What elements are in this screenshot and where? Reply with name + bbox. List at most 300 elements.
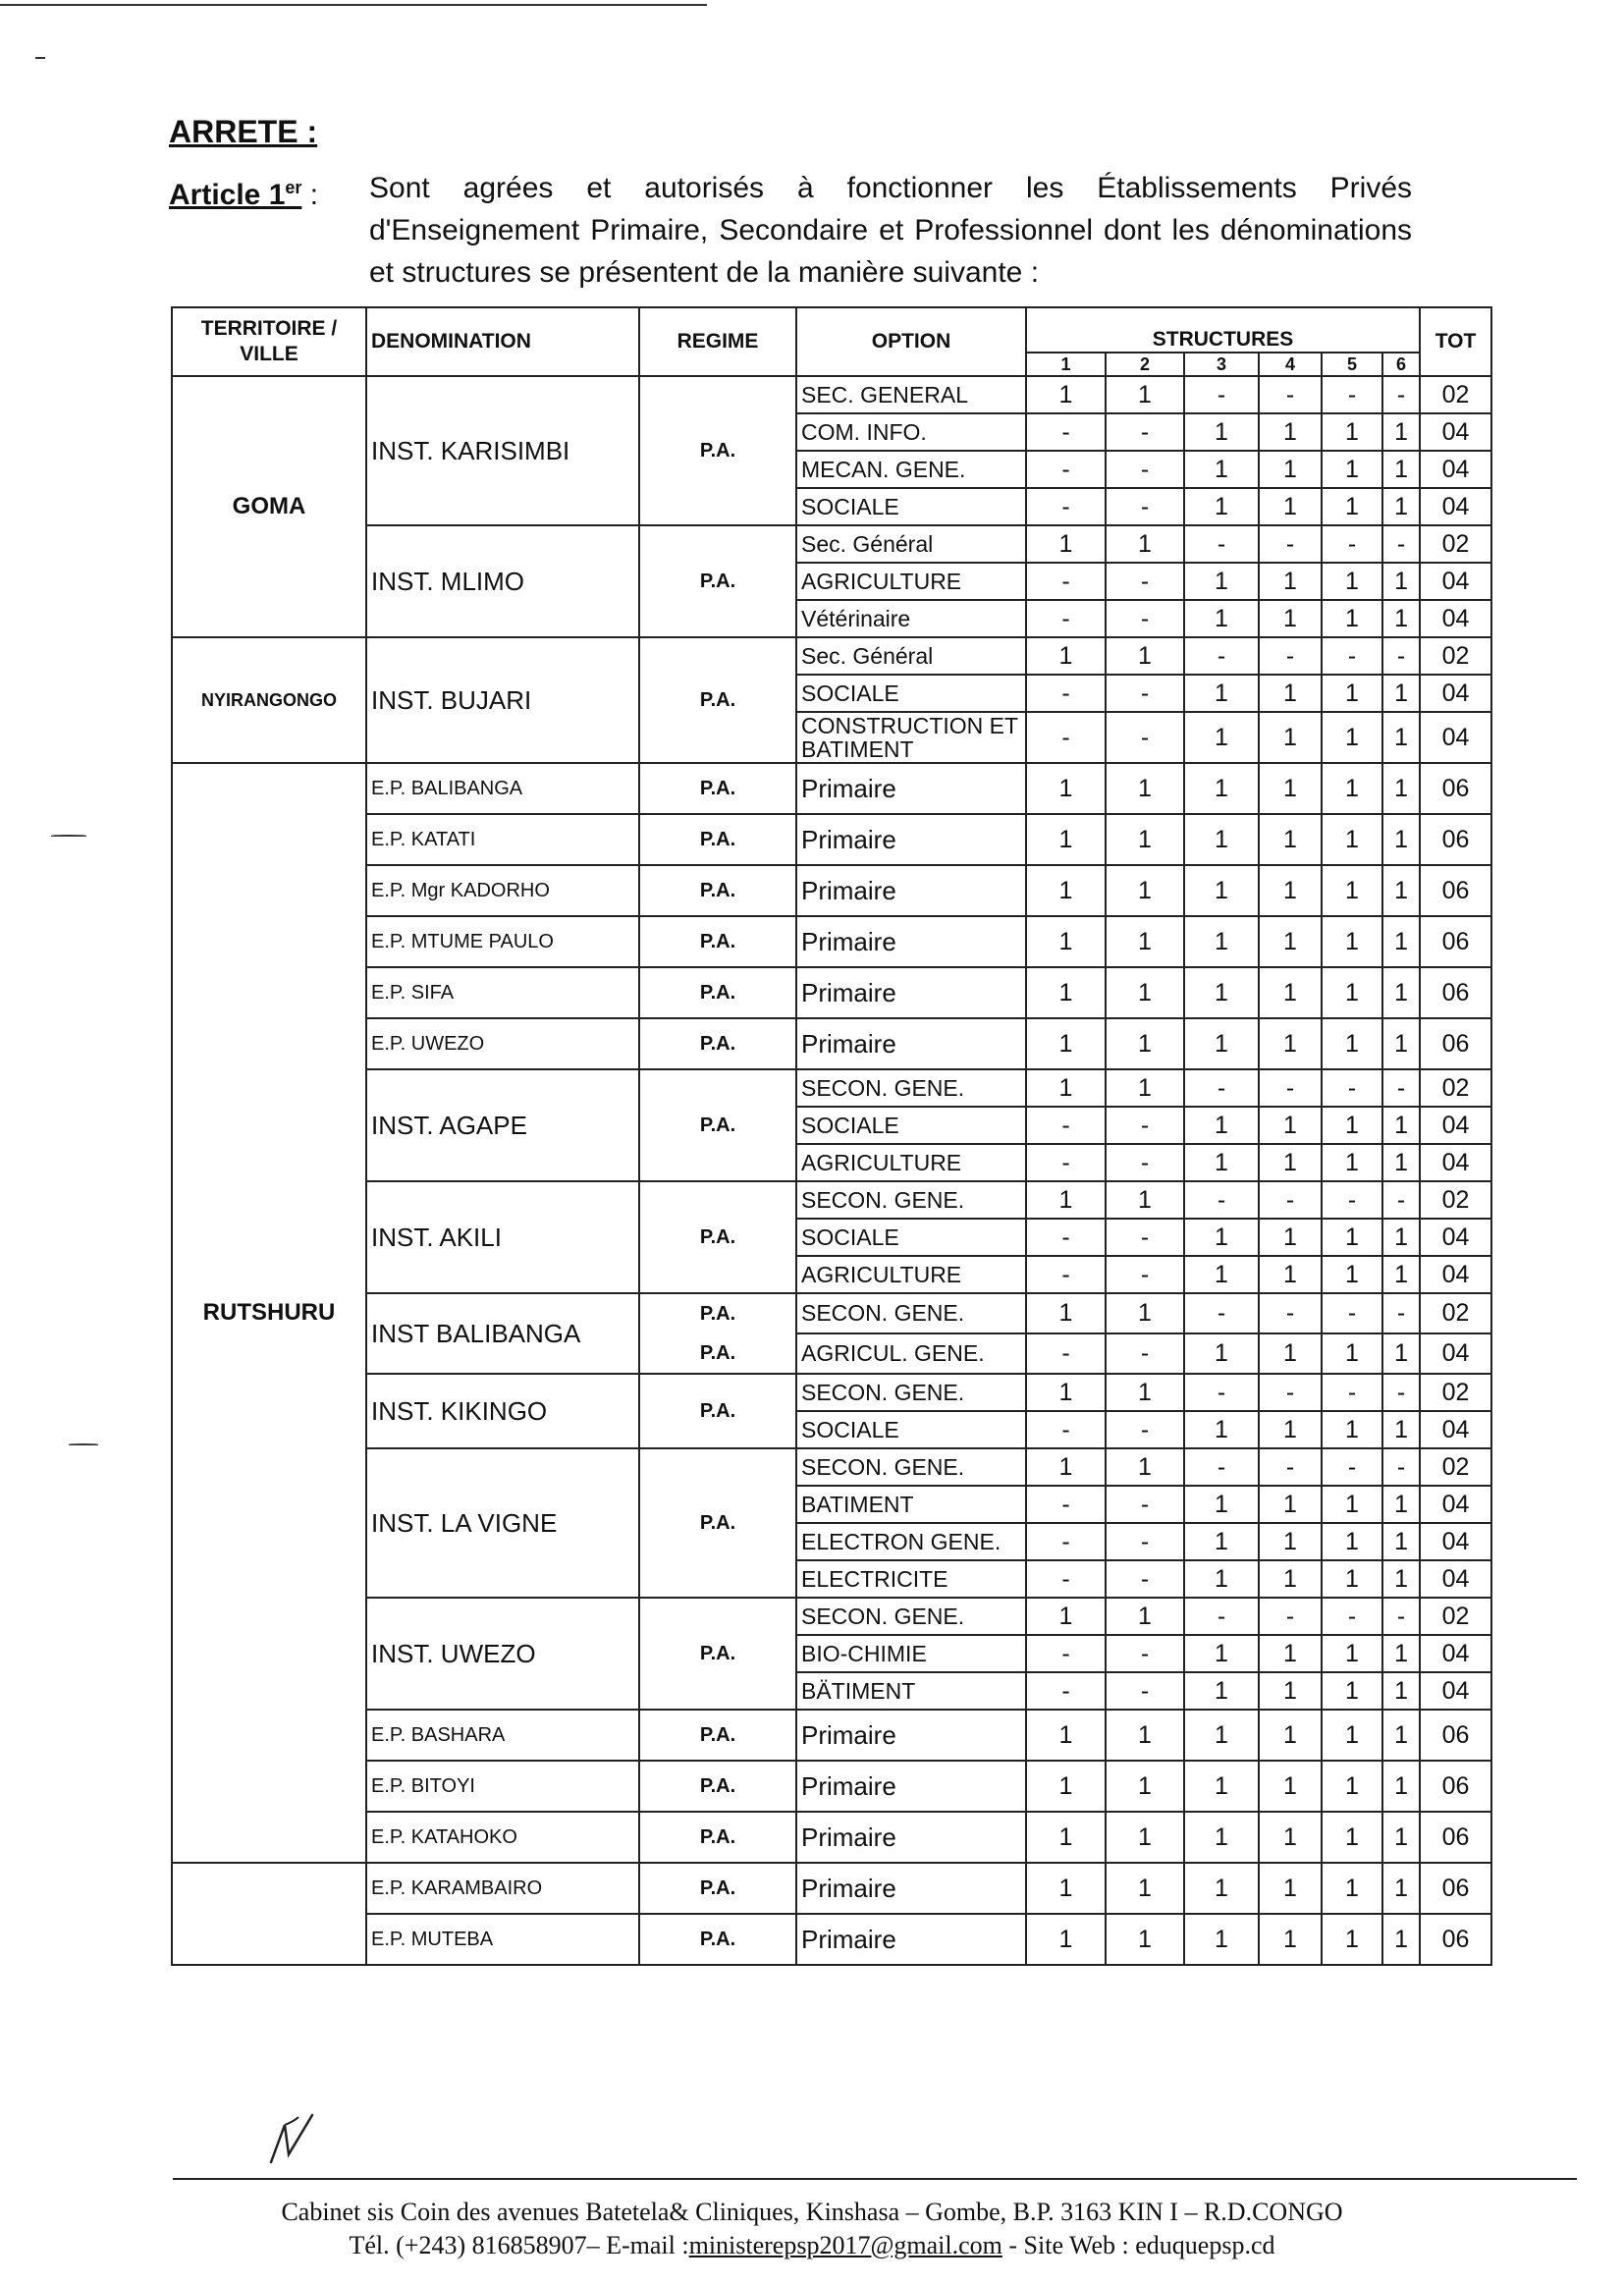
structure-6-cell: 1 [1382, 1018, 1420, 1069]
total-cell: 04 [1420, 1486, 1491, 1523]
total-cell: 04 [1420, 451, 1491, 488]
structure-6-cell: 1 [1382, 413, 1420, 451]
regime-cell: P.A. [639, 814, 796, 865]
structure-6-cell: 1 [1382, 451, 1420, 488]
structure-3-cell: 1 [1184, 814, 1259, 865]
structure-6-cell: 1 [1382, 675, 1420, 712]
option-cell: AGRICULTURE [796, 1144, 1026, 1181]
structure-2-cell: 1 [1106, 1863, 1184, 1914]
table-row [172, 1069, 1491, 1107]
structure-4-cell: - [1259, 1598, 1322, 1635]
option-cell: Primaire [796, 1761, 1026, 1812]
regime-cell: P.A. [639, 1710, 796, 1761]
option-cell: SOCIALE [796, 1107, 1026, 1144]
scan-mark [51, 835, 86, 837]
option-cell: SOCIALE [796, 675, 1026, 712]
structure-4-cell: - [1259, 1069, 1322, 1107]
table-row [172, 376, 1491, 413]
total-cell: 02 [1420, 376, 1491, 413]
structure-2-cell: 1 [1106, 637, 1184, 675]
structure-4-cell: - [1259, 637, 1322, 675]
structure-3-cell: 1 [1184, 865, 1259, 916]
structure-2-cell: - [1106, 1560, 1184, 1598]
structure-4-cell: 1 [1259, 1863, 1322, 1914]
denomination-cell: INST. LA VIGNE [366, 1448, 639, 1598]
option-cell: BIO-CHIMIE [796, 1635, 1026, 1672]
structure-4-cell: 1 [1259, 1107, 1322, 1144]
total-cell: 04 [1420, 712, 1491, 763]
header-structure-6: 6 [1382, 353, 1420, 376]
structure-5-cell: 1 [1322, 1914, 1382, 1965]
structure-4-cell: - [1259, 1374, 1322, 1411]
total-cell: 06 [1420, 865, 1491, 916]
structure-5-cell: 1 [1322, 712, 1382, 763]
structure-6-cell: 1 [1382, 865, 1420, 916]
structure-6-cell: 1 [1382, 1560, 1420, 1598]
denomination-cell: E.P. BALIBANGA [366, 763, 639, 814]
total-cell: 02 [1420, 1181, 1491, 1219]
structure-1-cell: - [1026, 488, 1106, 525]
total-cell: 06 [1420, 916, 1491, 967]
table-row [172, 763, 1491, 814]
footer-tel: Tél. (+243) 816858907– E-mail : [349, 2231, 689, 2259]
structure-6-cell: 1 [1382, 763, 1420, 814]
regime-cell: P.A. [639, 525, 796, 637]
structure-4-cell: 1 [1259, 1761, 1322, 1812]
structure-5-cell: 1 [1322, 451, 1382, 488]
total-cell: 02 [1420, 1598, 1491, 1635]
header-structure-4: 4 [1259, 353, 1322, 376]
total-cell: 04 [1420, 1107, 1491, 1144]
option-cell: Primaire [796, 865, 1026, 916]
table-row [172, 1598, 1491, 1635]
regime-cell: P.A. [639, 1914, 796, 1965]
structure-5-cell: - [1322, 1374, 1382, 1411]
structure-5-cell: 1 [1322, 563, 1382, 600]
option-cell: Vétérinaire [796, 600, 1026, 637]
structure-2-cell: - [1106, 675, 1184, 712]
structure-6-cell: - [1382, 1069, 1420, 1107]
total-cell: 02 [1420, 1448, 1491, 1486]
header-structure-5: 5 [1322, 353, 1382, 376]
denomination-cell: INST. AGAPE [366, 1069, 639, 1181]
denomination-cell: INST. MLIMO [366, 525, 639, 637]
structure-4-cell: 1 [1259, 1812, 1322, 1863]
structure-6-cell: 1 [1382, 814, 1420, 865]
structure-3-cell: 1 [1184, 763, 1259, 814]
total-cell: 04 [1420, 675, 1491, 712]
structure-1-cell: - [1026, 413, 1106, 451]
structure-6-cell: 1 [1382, 1863, 1420, 1914]
structure-3-cell: 1 [1184, 1486, 1259, 1523]
table-row [172, 1293, 1491, 1333]
structure-6-cell: 1 [1382, 1256, 1420, 1293]
structure-4-cell: 1 [1259, 563, 1322, 600]
structure-5-cell: 1 [1322, 1256, 1382, 1293]
structure-3-cell: - [1184, 1293, 1259, 1333]
structure-6-cell: - [1382, 1293, 1420, 1333]
structure-2-cell: 1 [1106, 1448, 1184, 1486]
option-cell: SOCIALE [796, 1219, 1026, 1256]
structure-2-cell: 1 [1106, 525, 1184, 563]
structure-6-cell: 1 [1382, 563, 1420, 600]
total-cell: 02 [1420, 637, 1491, 675]
structure-3-cell: 1 [1184, 1672, 1259, 1710]
total-cell: 04 [1420, 413, 1491, 451]
total-cell: 02 [1420, 1374, 1491, 1411]
territory-cell [172, 1863, 366, 1965]
total-cell: 04 [1420, 1256, 1491, 1293]
structure-3-cell: 1 [1184, 1560, 1259, 1598]
structure-1-cell: 1 [1026, 1181, 1106, 1219]
structure-6-cell: 1 [1382, 1672, 1420, 1710]
structure-3-cell: - [1184, 376, 1259, 413]
structure-5-cell: 1 [1322, 600, 1382, 637]
structure-1-cell: 1 [1026, 1863, 1106, 1914]
option-cell: Primaire [796, 814, 1026, 865]
structure-5-cell: 1 [1322, 1672, 1382, 1710]
regime-cell: P.A. [639, 1598, 796, 1710]
structure-4-cell: 1 [1259, 1672, 1322, 1710]
option-cell: Primaire [796, 916, 1026, 967]
structure-1-cell: 1 [1026, 1812, 1106, 1863]
structure-3-cell: 1 [1184, 563, 1259, 600]
structure-6-cell: - [1382, 525, 1420, 563]
structure-4-cell: - [1259, 1181, 1322, 1219]
scan-mark [69, 1443, 98, 1445]
structure-1-cell: 1 [1026, 967, 1106, 1018]
structure-3-cell: 1 [1184, 967, 1259, 1018]
option-cell: Sec. Général [796, 637, 1026, 675]
structure-6-cell: 1 [1382, 1523, 1420, 1560]
structure-2-cell: - [1106, 712, 1184, 763]
structure-1-cell: 1 [1026, 1018, 1106, 1069]
denomination-cell: E.P. MTUME PAULO [366, 916, 639, 967]
structure-2-cell: 1 [1106, 376, 1184, 413]
table-row [172, 1181, 1491, 1219]
denomination-cell: E.P. BITOYI [366, 1761, 639, 1812]
structure-4-cell: 1 [1259, 865, 1322, 916]
header-regime: REGIME [639, 307, 796, 376]
structure-3-cell: - [1184, 1374, 1259, 1411]
footer-web: - Site Web : eduquepsp.cd [1001, 2231, 1275, 2259]
structure-3-cell: - [1184, 1069, 1259, 1107]
total-cell: 04 [1420, 1333, 1491, 1374]
option-cell: BATIMENT [796, 1486, 1026, 1523]
structure-4-cell: 1 [1259, 712, 1322, 763]
structure-6-cell: 1 [1382, 1486, 1420, 1523]
total-cell: 04 [1420, 1219, 1491, 1256]
structure-1-cell: - [1026, 451, 1106, 488]
footer-rule [173, 2178, 1577, 2180]
structure-5-cell: 1 [1322, 814, 1382, 865]
structure-3-cell: 1 [1184, 675, 1259, 712]
total-cell: 02 [1420, 1069, 1491, 1107]
structure-2-cell: - [1106, 1219, 1184, 1256]
table-row [172, 1863, 1491, 1914]
total-cell: 06 [1420, 1018, 1491, 1069]
structure-5-cell: 1 [1322, 1635, 1382, 1672]
total-cell: 04 [1420, 563, 1491, 600]
total-cell: 06 [1420, 814, 1491, 865]
total-cell: 04 [1420, 600, 1491, 637]
structure-3-cell: - [1184, 1598, 1259, 1635]
structure-5-cell: 1 [1322, 1560, 1382, 1598]
structure-5-cell: 1 [1322, 675, 1382, 712]
option-cell: MECAN. GENE. [796, 451, 1026, 488]
table-row [172, 916, 1491, 967]
denomination-cell: INST. UWEZO [366, 1598, 639, 1710]
territory-cell: RUTSHURU [172, 763, 366, 1863]
structure-6-cell: - [1382, 1181, 1420, 1219]
structure-5-cell: - [1322, 637, 1382, 675]
structure-3-cell: - [1184, 1448, 1259, 1486]
structure-6-cell: 1 [1382, 1107, 1420, 1144]
structure-4-cell: 1 [1259, 1333, 1322, 1374]
structure-1-cell: 1 [1026, 865, 1106, 916]
structure-5-cell: 1 [1322, 1710, 1382, 1761]
denomination-cell: E.P. Mgr KADORHO [366, 865, 639, 916]
structure-3-cell: 1 [1184, 1144, 1259, 1181]
header-structure-2: 2 [1106, 353, 1184, 376]
structure-1-cell: 1 [1026, 525, 1106, 563]
structure-5-cell: 1 [1322, 1486, 1382, 1523]
structure-2-cell: 1 [1106, 1761, 1184, 1812]
structure-4-cell: 1 [1259, 488, 1322, 525]
structure-1-cell: - [1026, 1144, 1106, 1181]
header-denomination: DENOMINATION [366, 307, 639, 376]
structure-3-cell: 1 [1184, 451, 1259, 488]
option-cell: Primaire [796, 1018, 1026, 1069]
regime-cell: P.A. [639, 763, 796, 814]
structure-2-cell: 1 [1106, 1018, 1184, 1069]
header-structure-1: 1 [1026, 353, 1106, 376]
table-row [172, 1812, 1491, 1863]
denomination-cell: E.P. UWEZO [366, 1018, 639, 1069]
regime-cell: P.A. [639, 1069, 796, 1181]
structure-2-cell: - [1106, 413, 1184, 451]
option-cell: ELECTRON GENE. [796, 1523, 1026, 1560]
structure-3-cell: 1 [1184, 1761, 1259, 1812]
structure-5-cell: - [1322, 1181, 1382, 1219]
structure-1-cell: - [1026, 563, 1106, 600]
top-rule [0, 4, 707, 6]
structure-4-cell: 1 [1259, 967, 1322, 1018]
structure-1-cell: 1 [1026, 1710, 1106, 1761]
option-cell: SECON. GENE. [796, 1181, 1026, 1219]
regime-cell: P.A. [639, 1018, 796, 1069]
structure-4-cell: 1 [1259, 1523, 1322, 1560]
total-cell: 04 [1420, 1523, 1491, 1560]
structure-2-cell: 1 [1106, 967, 1184, 1018]
structure-6-cell: 1 [1382, 712, 1420, 763]
structure-4-cell: 1 [1259, 1144, 1322, 1181]
structure-5-cell: 1 [1322, 1863, 1382, 1914]
structure-5-cell: - [1322, 525, 1382, 563]
table-row [172, 637, 1491, 675]
option-cell: SECON. GENE. [796, 1598, 1026, 1635]
footer-address: Cabinet sis Coin des avenues Batetela& Cliniques, Kinshasa – Gombe, B.P. 3163 KIN I – R.D.CONGO [281, 2198, 1343, 2226]
structure-2-cell: 1 [1106, 814, 1184, 865]
table-row [172, 525, 1491, 563]
structure-5-cell: 1 [1322, 1411, 1382, 1448]
denomination-cell: E.P. KATAHOKO [366, 1812, 639, 1863]
structure-5-cell: 1 [1322, 1219, 1382, 1256]
option-cell: Primaire [796, 1914, 1026, 1965]
structure-1-cell: 1 [1026, 1598, 1106, 1635]
structure-2-cell: - [1106, 1523, 1184, 1560]
structure-4-cell: 1 [1259, 1560, 1322, 1598]
structure-5-cell: 1 [1322, 1144, 1382, 1181]
structure-6-cell: 1 [1382, 1914, 1420, 1965]
structure-3-cell: 1 [1184, 1219, 1259, 1256]
structure-5-cell: - [1322, 1069, 1382, 1107]
structure-6-cell: - [1382, 376, 1420, 413]
denomination-cell: E.P. KARAMBAIRO [366, 1863, 639, 1914]
structure-3-cell: 1 [1184, 916, 1259, 967]
table-row [172, 1710, 1491, 1761]
territory-cell: NYIRANGONGO [172, 637, 366, 763]
structure-1-cell: - [1026, 1672, 1106, 1710]
structure-3-cell: 1 [1184, 712, 1259, 763]
structure-5-cell: 1 [1322, 1761, 1382, 1812]
total-cell: 04 [1420, 1144, 1491, 1181]
structure-5-cell: 1 [1322, 916, 1382, 967]
table-row [172, 814, 1491, 865]
structure-5-cell: - [1322, 376, 1382, 413]
structure-1-cell: 1 [1026, 1374, 1106, 1411]
header-structure-3: 3 [1184, 353, 1259, 376]
structure-1-cell: - [1026, 1635, 1106, 1672]
structure-2-cell: - [1106, 1672, 1184, 1710]
territory-cell: GOMA [172, 376, 366, 637]
denomination-cell: E.P. BASHARA [366, 1710, 639, 1761]
structure-4-cell: 1 [1259, 1914, 1322, 1965]
total-cell: 06 [1420, 1914, 1491, 1965]
structure-3-cell: - [1184, 637, 1259, 675]
structure-1-cell: - [1026, 712, 1106, 763]
regime-cell: P.A. P.A. [639, 1293, 796, 1374]
structure-1-cell: 1 [1026, 1293, 1106, 1333]
structure-5-cell: - [1322, 1448, 1382, 1486]
article-1 [169, 167, 1416, 289]
total-cell: 02 [1420, 1293, 1491, 1333]
structure-1-cell: - [1026, 1107, 1106, 1144]
total-cell: 06 [1420, 1812, 1491, 1863]
structure-6-cell: - [1382, 637, 1420, 675]
denomination-cell: E.P. KATATI [366, 814, 639, 865]
structure-2-cell: 1 [1106, 1293, 1184, 1333]
structure-1-cell: 1 [1026, 637, 1106, 675]
structure-1-cell: 1 [1026, 1069, 1106, 1107]
article-label: Article 1er [169, 178, 302, 211]
table-row [172, 1018, 1491, 1069]
regime-cell: P.A. [639, 637, 796, 763]
regime-cell: P.A. [639, 865, 796, 916]
structure-3-cell: 1 [1184, 1710, 1259, 1761]
structure-4-cell: 1 [1259, 451, 1322, 488]
structure-2-cell: 1 [1106, 1710, 1184, 1761]
option-cell: Primaire [796, 1812, 1026, 1863]
structure-5-cell: 1 [1322, 1812, 1382, 1863]
option-cell: COM. INFO. [796, 413, 1026, 451]
option-cell: AGRICULTURE [796, 563, 1026, 600]
regime-cell: P.A. [639, 967, 796, 1018]
option-cell: SECON. GENE. [796, 1069, 1026, 1107]
structure-5-cell: - [1322, 1598, 1382, 1635]
structure-4-cell: - [1259, 1293, 1322, 1333]
denomination-cell: INST. BUJARI [366, 637, 639, 763]
structure-5-cell: 1 [1322, 1018, 1382, 1069]
option-cell: Primaire [796, 763, 1026, 814]
structure-2-cell: 1 [1106, 1812, 1184, 1863]
structure-3-cell: 1 [1184, 1523, 1259, 1560]
option-cell: SEC. GENERAL [796, 376, 1026, 413]
schools-table [171, 306, 1492, 1966]
structure-4-cell: 1 [1259, 1256, 1322, 1293]
structure-2-cell: 1 [1106, 865, 1184, 916]
article-colon: : [301, 179, 319, 211]
structure-6-cell: 1 [1382, 1411, 1420, 1448]
arrete-heading: ARRETE : [169, 114, 318, 149]
structure-3-cell: 1 [1184, 1107, 1259, 1144]
denomination-cell: INST. AKILI [366, 1181, 639, 1293]
structure-3-cell: 1 [1184, 1256, 1259, 1293]
structure-6-cell: 1 [1382, 916, 1420, 967]
structure-4-cell: 1 [1259, 675, 1322, 712]
structure-1-cell: - [1026, 1333, 1106, 1374]
structure-3-cell: - [1184, 525, 1259, 563]
option-cell: AGRICUL. GENE. [796, 1333, 1026, 1374]
structure-2-cell: 1 [1106, 1069, 1184, 1107]
article-text: Sont agrées et autorisés à fonctionner les Établissements Privés d'Enseignement Primaire, Secondaire et Professionnel dont les dénominations et structures se présentent de la manière suivante : [369, 172, 1412, 289]
structure-2-cell: - [1106, 1486, 1184, 1523]
total-cell: 04 [1420, 488, 1491, 525]
denomination-cell: INST. KARISIMBI [366, 376, 639, 525]
structure-3-cell: 1 [1184, 1914, 1259, 1965]
total-cell: 04 [1420, 1411, 1491, 1448]
structure-1-cell: - [1026, 1523, 1106, 1560]
option-cell: SECON. GENE. [796, 1448, 1026, 1486]
structure-2-cell: 1 [1106, 1598, 1184, 1635]
total-cell: 06 [1420, 967, 1491, 1018]
header-structures: STRUCTURES [1026, 307, 1420, 353]
structure-6-cell: 1 [1382, 1333, 1420, 1374]
option-cell: AGRICULTURE [796, 1256, 1026, 1293]
total-cell: 06 [1420, 1761, 1491, 1812]
structure-3-cell: 1 [1184, 600, 1259, 637]
structure-1-cell: 1 [1026, 814, 1106, 865]
structure-2-cell: - [1106, 1333, 1184, 1374]
signature-mark [265, 2111, 324, 2170]
structure-5-cell: 1 [1322, 763, 1382, 814]
table-row [172, 1448, 1491, 1486]
structure-1-cell: 1 [1026, 916, 1106, 967]
structure-6-cell: 1 [1382, 600, 1420, 637]
structure-1-cell: - [1026, 1256, 1106, 1293]
table-row [172, 865, 1491, 916]
structure-6-cell: 1 [1382, 967, 1420, 1018]
structure-2-cell: - [1106, 1256, 1184, 1293]
footer-email[interactable]: ministerepsp2017@gmail.com [688, 2231, 1002, 2259]
structure-2-cell: - [1106, 1107, 1184, 1144]
structure-5-cell: 1 [1322, 413, 1382, 451]
regime-cell: P.A. [639, 1761, 796, 1812]
denomination-cell: E.P. MUTEBA [366, 1914, 639, 1965]
regime-cell: P.A. [639, 916, 796, 967]
structure-1-cell: 1 [1026, 1914, 1106, 1965]
structure-2-cell: - [1106, 451, 1184, 488]
